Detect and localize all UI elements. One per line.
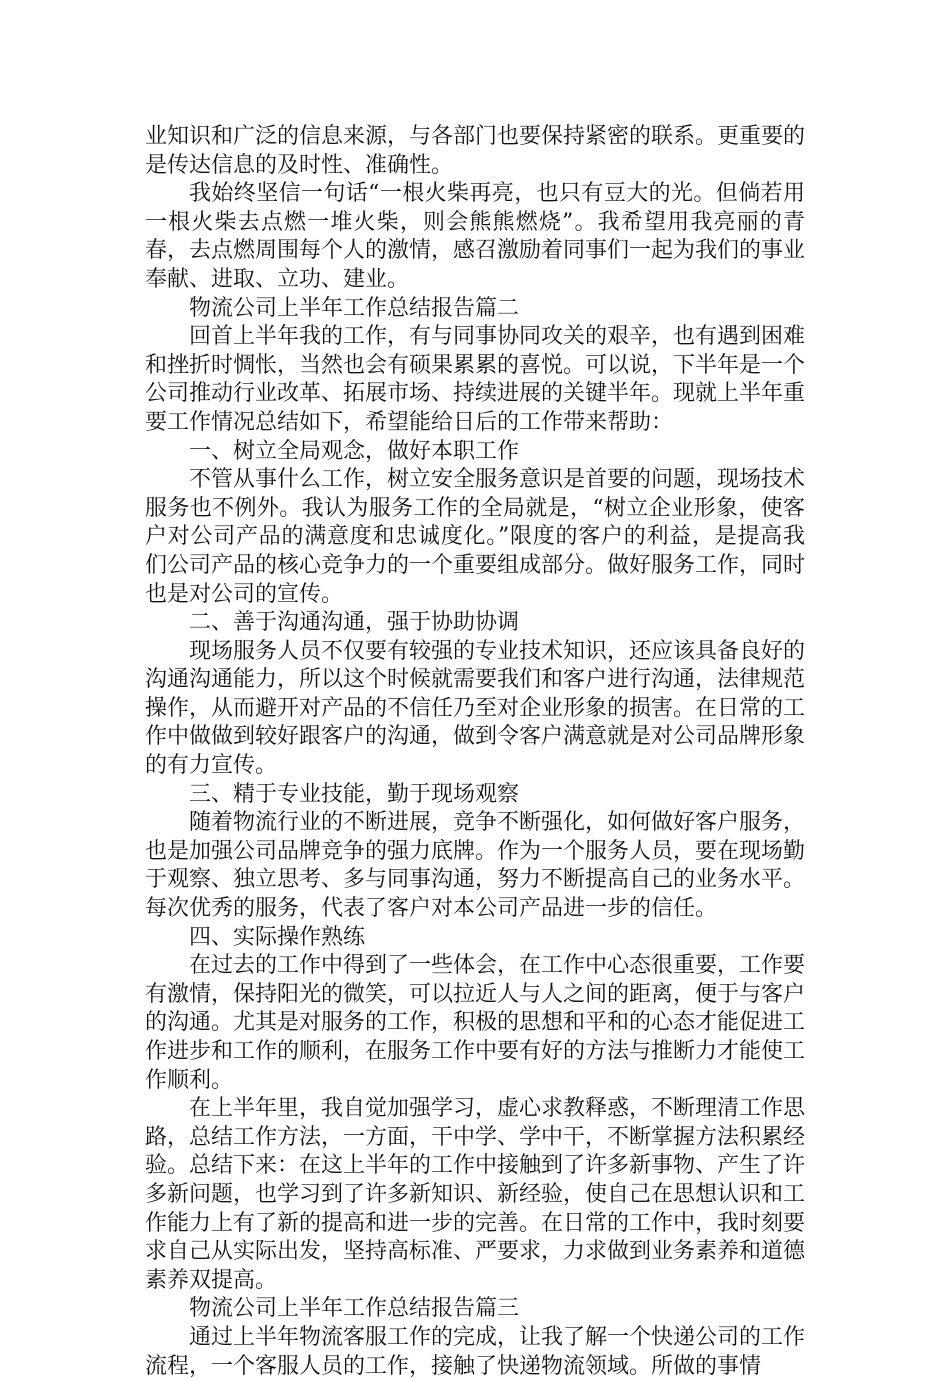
paragraph: 随着物流行业的不断进展，竞争不断强化，如何做好客户服务，也是加强公司品牌竞争的强力底牌。作为一个服务人员，要在现场勤于观察、独立思考、多与同事沟通，努力不断提高自己的业务水平。每次优秀的服务，代表了客户对本公司产品进一步的信任。 (145, 810, 806, 922)
section-heading: 四、实际操作熟练 (189, 924, 366, 950)
paragraph-continued: 业知识和广泛的信息来源，与各部门也要保持紧密的联系。更重要的是传达信息的及时性、准确性。 (145, 124, 806, 178)
section-heading: 三、精于专业技能，勤于现场观察 (189, 781, 520, 807)
section-heading: 一、树立全局观念，做好本职工作 (189, 438, 520, 464)
paragraph: 在上半年里，我自觉加强学习，虚心求教释惑，不断理清工作思路，总结工作方法，一方面，干中学、学中干，不断掌握方法积累经验。总结下来：在这上半年的工作中接触到了许多新事物、产生了许多新问题，也学习到了许多新知识、新经验，使自己在思想认识和工作能力上有了新的提高和进一步的完善。在日常的工作中，我时刻要求自己从实际出发，坚持高标准、严要求，力求做到业务素养和道德素养双提高。 (145, 1096, 806, 1293)
paragraph: 现场服务人员不仅要有较强的专业技术知识，还应该具备良好的沟通沟通能力，所以这个时候就需要我们和客户进行沟通，法律规范操作，从而避开对产品的不信任乃至对企业形象的损害。在日常的工作中做做到较好跟客户的沟通，做到令客户满意就是对公司品牌形象的有力宣传。 (145, 638, 806, 779)
section-heading: 二、善于沟通沟通，强于协助协调 (189, 610, 520, 636)
document-body (145, 123, 805, 1381)
paragraph: 通过上半年物流客服工作的完成，让我了解一个快递公司的工作流程，一个客服人员的工作，接触了快递物流领域。所做的事情 (145, 1324, 806, 1379)
section-title: 物流公司上半年工作总结报告篇二 (189, 295, 520, 321)
paragraph: 回首上半年我的工作，有与同事协同攻关的艰辛，也有遇到困难和挫折时惆怅，当然也会有硕果累累的喜悦。可以说，下半年是一个公司推动行业改革、拓展市场、持续进展的关键半年。现就上半年重要工作情况总结如下，希望能给日后的工作带来帮助： (145, 324, 806, 435)
paragraph: 在过去的工作中得到了一些体会，在工作中心态很重要，工作要有激情，保持阳光的微笑，可以拉近人与人之间的距离，便于与客户的沟通。尤其是对服务的工作，积极的思想和平和的心态才能促进工作进步和工作的顺利，在服务工作中要有好的方法与推断力才能使工作顺利。 (145, 953, 806, 1093)
paragraph: 不管从事什么工作，树立安全服务意识是首要的问题，现场技术服务也不例外。我认为服务工作的全局就是，“树立企业形象，使客户对公司产品的满意度和忠诚度化。”限度的客户的利益，是提高我们公司产品的核心竞争力的一个重要组成部分。做好服务工作，同时也是对公司的宣传。 (145, 467, 806, 607)
paragraph: 我始终坚信一句话“一根火柴再亮，也只有豆大的光。但倘若用一根火柴去点燃一堆火柴，则会熊熊燃烧”。我希望用我亮丽的青春，去点燃周围每个人的激情，感召激励着同事们一起为我们的事业奉献、进取、立功、建业。 (145, 181, 806, 292)
section-title: 物流公司上半年工作总结报告篇三 (189, 1296, 520, 1322)
